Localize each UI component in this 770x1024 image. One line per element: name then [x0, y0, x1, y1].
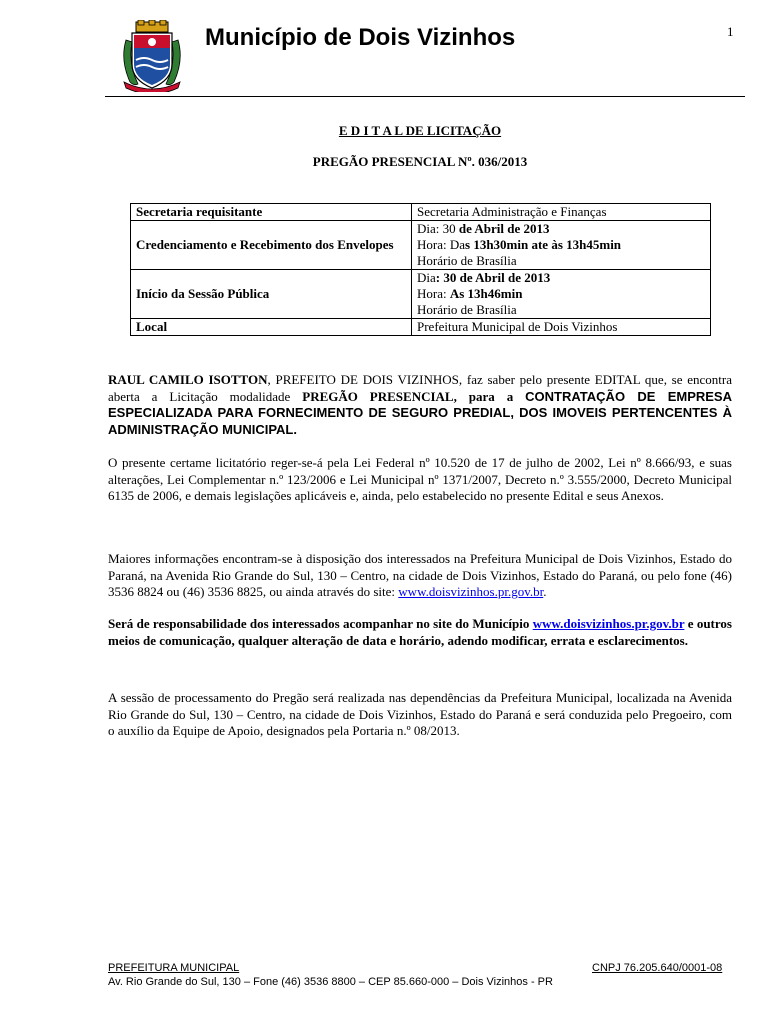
municipality-title: Município de Dois Vizinhos — [205, 24, 516, 51]
date-prefix: Dia — [417, 270, 436, 285]
paragraph-text: . — [543, 584, 547, 599]
footer-institution: PREFEITURA MUNICIPAL — [108, 962, 240, 974]
coat-of-arms-icon — [120, 20, 184, 92]
time-bold: As 13h46min — [449, 286, 523, 301]
table-value: Prefeitura Municipal de Dois Vizinhos — [412, 319, 711, 336]
timezone-line: Horário de Brasília — [417, 302, 517, 317]
table-value — [412, 270, 711, 319]
mayor-name: RAUL CAMILO ISOTTON — [108, 372, 268, 387]
announcement-paragraph — [108, 372, 732, 438]
modality-text: PREGÃO PRESENCIAL, para a — [302, 388, 526, 404]
info-table — [130, 203, 711, 336]
time-prefix: Hora: Da — [417, 237, 466, 252]
time-line — [417, 237, 705, 253]
time-bold: s 13h30min ate às 13h45min — [465, 237, 622, 252]
table-value — [412, 221, 711, 270]
footer-address: Av. Rio Grande do Sul, 130 – Fone (46) 3536 8800 – CEP 85.660-000 – Dois Vizinhos - PR — [108, 976, 553, 988]
time-prefix: Hora: — [417, 286, 450, 301]
footer-cnpj: CNPJ 76.205.640/0001-08 — [592, 962, 723, 974]
page-number: 1 — [727, 24, 734, 39]
paragraph-text: Será de responsabilidade dos interessados acompanhar no site do Município — [108, 616, 533, 631]
table-label: Início da Sessão Pública — [131, 270, 412, 319]
date-prefix: Dia: 30 — [417, 221, 459, 236]
table-row — [131, 319, 711, 336]
document-subtitle: PREGÃO PRESENCIAL Nº. 036/2013 — [312, 154, 528, 169]
info-paragraph — [108, 551, 732, 601]
paragraph-text: Maiores informações encontram-se à disposição dos interessados na Prefeitura Municipal de Dois Vizinhos, Estado do Paraná, na Avenida Rio Grande do Sul, 130 – Centro, na cidade de Dois Vizinhos, Estado do Paraná, ou pelo fone (46) 3536 8824 ou (46) 3536 8825, ou ainda através do site: — [108, 551, 732, 599]
table-value: Secretaria Administração e Finanças — [412, 204, 711, 221]
date-bold: de Abril de 2013 — [458, 221, 550, 236]
legal-basis-paragraph: O presente certame licitatório reger-se-á pela Lei Federal nº 10.520 de 17 de julho de 2002, Lei nº 8.666/93, e suas alterações, Lei Complementar n.º 123/2006 e Lei Municipal nº 1371/2007, Decreto n.º 3.555/2000, Decreto Municipal 6135 de 2006, e demais legislações aplicáveis e, ainda, pelo estabelecido no presente Edital e seus Anexos. — [108, 455, 732, 503]
paragraph-text: e outros meios de comunicação, qualquer alteração de data e horário, adendo modificar, errata e esclarecimentos. — [108, 616, 732, 648]
date-line — [417, 270, 705, 286]
header-divider — [105, 96, 745, 97]
table-row — [131, 270, 711, 319]
document-title: E D I T A L DE LICITAÇÃO — [338, 123, 502, 138]
date-line — [417, 221, 705, 237]
session-paragraph: A sessão de processamento do Pregão será realizada nas dependências da Prefeitura Municipal, localizada na Avenida Rio Grande do Sul, 130 – Centro, na cidade de Dois Vizinhos, Estado do Paraná e será conduzida pelo Pregoeiro, com o auxílio da Equipe de Apoio, designados pela Portaria n.º 08/2013. — [108, 690, 732, 738]
paragraph-text: , PREFEITO DE DOIS VIZINHOS, faz saber pelo presente EDITAL que, se encontra aberta a Licitação modalidade — [108, 372, 732, 404]
table-label: Credenciamento e Recebimento dos Envelopes — [131, 221, 412, 270]
responsibility-paragraph — [108, 616, 732, 649]
date-bold: : 30 de Abril de 2013 — [435, 270, 551, 285]
timezone-line: Horário de Brasília — [417, 253, 517, 268]
table-label: Secretaria requisitante — [131, 204, 412, 221]
table-row — [131, 204, 711, 221]
object-text: CONTRATAÇÃO DE EMPRESA ESPECIALIZADA PARA FORNECIMENTO DE SEGURO PREDIAL, DOS IMOVEIS PERTENCENTES À ADMINISTRAÇÃO MUNICIPAL. — [108, 388, 732, 437]
website-link[interactable]: www.doisvizinhos.pr.gov.br — [398, 584, 544, 599]
time-line — [417, 286, 705, 302]
website-link[interactable]: www.doisvizinhos.pr.gov.br — [532, 616, 685, 631]
table-row — [131, 221, 711, 270]
table-label: Local — [131, 319, 412, 336]
